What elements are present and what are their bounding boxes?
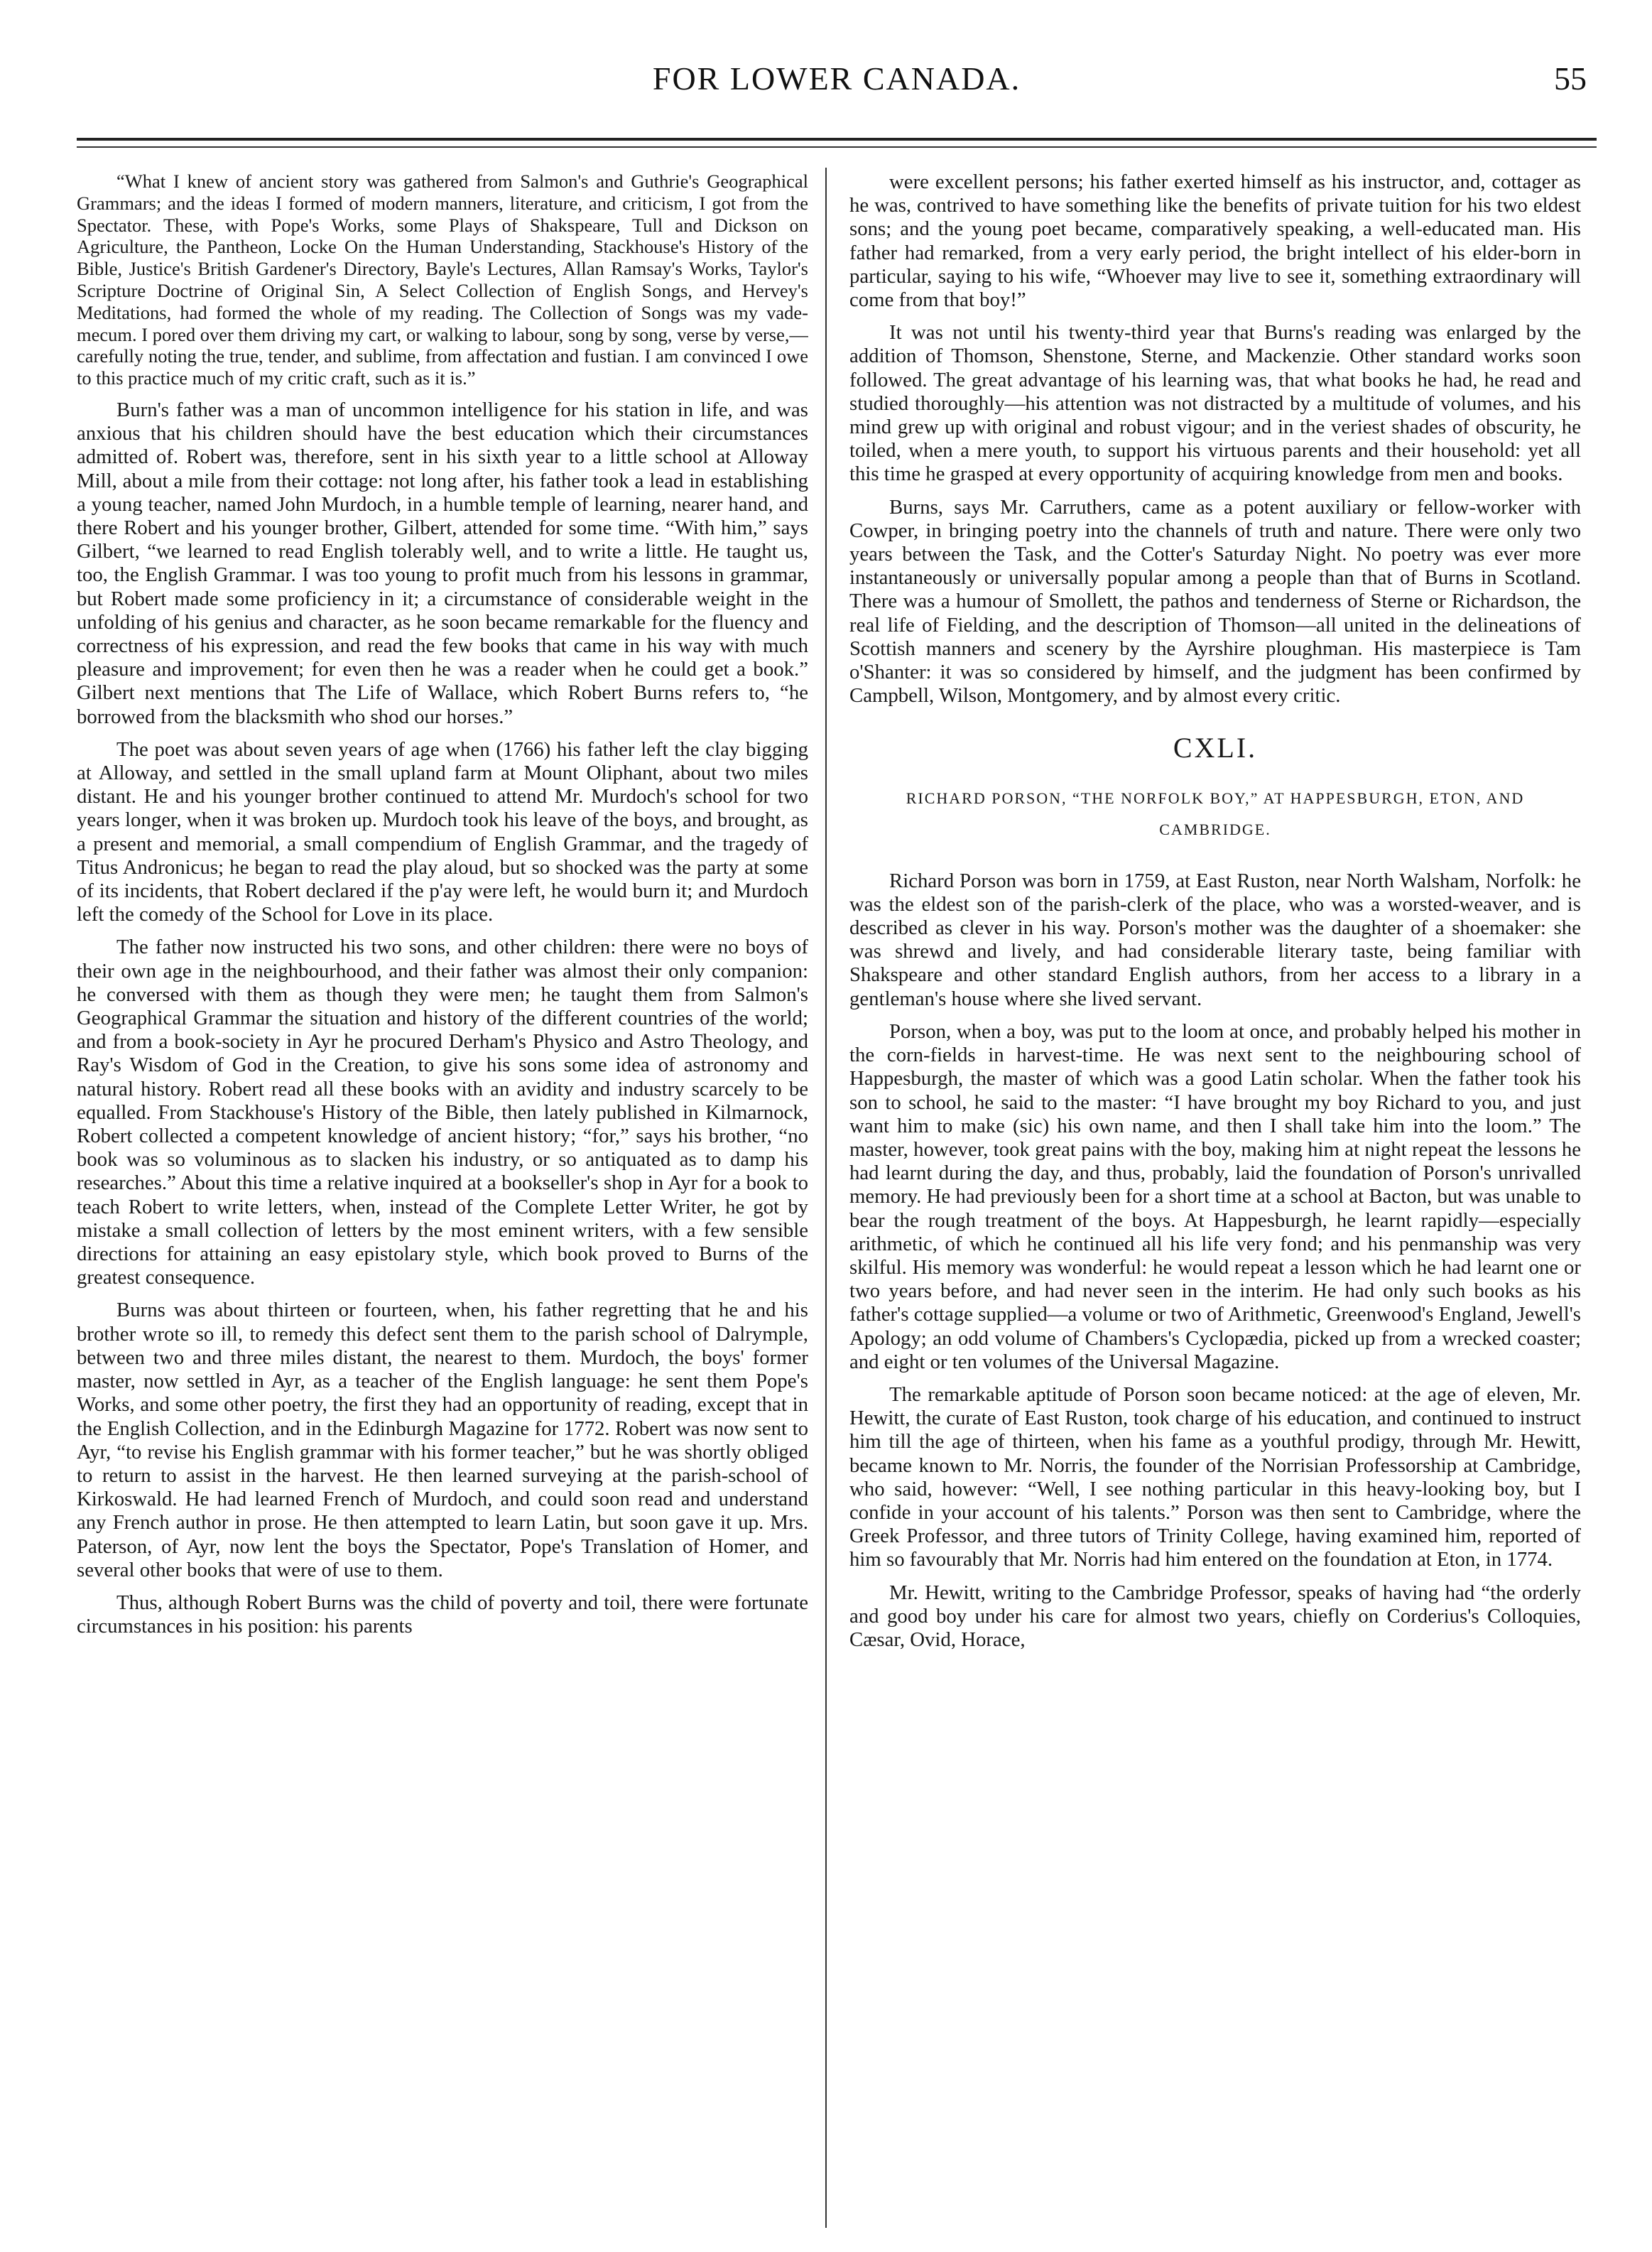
page-number: 55 [1554, 60, 1587, 97]
paragraph-hewitt-letter: Mr. Hewitt, writing to the Cambridge Professor, speaks of having had “the orderly and good boy under his care for almost two years, chiefly on Corderius's Colloquies, Cæsar, Ovid, Horace, [849, 1581, 1581, 1651]
section-title: RICHARD PORSON, “THE NORFOLK BOY,” AT HAPPESBURGH, ETON, AND CAMBRIDGE. [906, 789, 1525, 838]
paragraph-father-instruction: The father now instructed his two sons, and other children: there were no boys of their own age in the neighbourhood, and their father was almost their only companion: he conversed with them as though they were men; he taught them from Salmon's Geographical Grammar the situation and history of the different countries of the world; and from a book-society in Ayr he procured Derham's Physico and Astro Theology, and Ray's Wisdom of God in the Creation, to give his sons some idea of astronomy and natural history. Robert read all these books with an avidity and industry scarcely to be equalled. From Stackhouse's History of the Bible, then lately published in Kilmarnock, Robert collected a competent knowledge of ancient history; “for,” says his brother, “no book was so voluminous as to slacken his industry, or so antiquated as to damp his researches.” About this time a relative inquired at a bookseller's shop in Ayr for a book to teach Robert to write letters, when, instead of the Complete Letter Writer, he got by mistake a small collection of letters by the most eminent writers, with a few sensible directions for attaining an easy epistolary style, which book proved to Burns of the greatest consequence. [77, 936, 808, 1289]
paragraph-porson-aptitude: The remarkable aptitude of Porson soon became noticed: at the age of eleven, Mr. Hewitt, the curate of East Ruston, took charge of his education, and continued to instruct him till the age of thirteen, when his fame as a youthful prodigy, through Mr. Hewitt, became known to Mr. Norris, the founder of the Norrisian Professorship at Cambridge, who said, however: “Well, I see nothing particular in this heavy-looking boy, but I confide in your account of his talents.” Porson was then sent to Cambridge, where the Greek Professor, and three tutors of Trinity College, having examined him, reported of him so favourably that Mr. Norris had him entered on the foundation at Eton, in 1774. [849, 1382, 1581, 1571]
paragraph-burns-father: Burn's father was a man of uncommon intelligence for his station in life, and was anxious that his children should have the best education which their circumstances admitted of. Robert was, therefore, sent in his sixth year to a little school at Alloway Mill, about a mile from their cottage: not long after, his father took a lead in establishing a young teacher, named John Murdoch, in a humble temple of learning, nearer hand, and there Robert and his younger brother, Gilbert, attended for some time. “With him,” says Gilbert, “we learned to read English tolerably well, and to write a little. He taught us, too, the English Grammar. I was too young to profit much from his lessons in grammar, but Robert made some proficiency in it; a circumstance of considerable weight in the unfolding of his genius and character, as he soon became remarkable for the fluency and correctness of his expression, and read the few books that came in his way with much pleasure and improvement; for even then he was a reader when he could get a book.” Gilbert next mentions that The Life of Wallace, which Robert Burns refers to, “he borrowed from the blacksmith who shod our horses.” [77, 398, 808, 728]
header-rule-thin [77, 146, 1597, 148]
page-header [77, 31, 1597, 138]
paragraph-poverty-and-toil: Thus, although Robert Burns was the child of poverty and toil, there were fortunate circumstances in his position: his parents [77, 1591, 808, 1638]
paragraph-twenty-third-year: It was not until his twenty-third year that Burns's reading was enlarged by the addition of Thomson, Shenstone, Sterne, and Mackenzie. Other standard works soon followed. The great advantage of his learning was, that what books he had, he read and studied thoroughly—his attention was not distracted by a multitude of volumes, and his mind grew up with original and robust vigour; and in the veriest shades of obscurity, he toiled, when a mere youth, to support his virtuous parents and their household: yet all this time he grasped at every opportunity of acquiring knowledge from men and books. [849, 321, 1581, 486]
paragraph-carruthers: Burns, says Mr. Carruthers, came as a potent auxiliary or fellow-worker with Cowper, in bringing poetry into the channels of truth and nature. There were only two years between the Task, and the Cotter's Saturday Night. No poetry was ever more instantaneously or universally popular among a people than that of Burns in Scotland. There was a humour of Smollett, the pathos and tenderness of Sterne or Richardson, the real life of Fielding, and the description of Thomson—all united in the delineations of Scottish manners and scenery by the Ayrshire ploughman. His masterpiece is Tam o'Shanter: it was so considered by himself, and the judgment has been confirmed by Campbell, Wilson, Montgomery, and by almost every critic. [849, 495, 1581, 708]
header-rule-thick [77, 138, 1597, 141]
running-head: FOR LOWER CANADA. [652, 60, 1021, 97]
paragraph-dalrymple-school: Burns was about thirteen or fourteen, when, his father regretting that he and his brother wrote so ill, to remedy this defect sent them to the parish school of Dalrymple, between two and three miles distant, the nearest to them. Murdoch, the boys' former master, now settled in Ayr, as a teacher of the English language: he sent them Pope's Works, and some other poetry, the first they had an opportunity of reading, except that in the English Collection, and in the Edinburgh Magazine for 1772. Robert was now sent to Ayr, “to revise his English grammar with his former teacher,” but he was shortly obliged to return to assist in the harvest. He then learned surveying at the parish-school of Kirkoswald. He had learned French of Murdoch, and could soon read and understand any French author in prose. He then attempted to learn Latin, but soon gave it up. Mrs. Paterson, of Ayr, now lent the boys the Spectator, Pope's Translation of Homer, and several other books that were of use to them. [77, 1299, 808, 1581]
section-number: CXLI. [1173, 732, 1258, 764]
column-divider [825, 168, 827, 2228]
paragraph-excellent-parents: were excellent persons; his father exerted himself as his instructor, and, cottager as he was, contrived to have something like the benefits of private tuition for his two eldest sons; and the young poet became, comparatively speaking, a well-educated man. His father had remarked, from a very early period, the bright intellect of his elder-born in particular, saying to his wife, “Whoever may live to see it, something extraordinary will come from that boy!” [849, 170, 1581, 312]
paragraph-burns-reading-quote: “What I knew of ancient story was gathered from Salmon's and Guthrie's Geographical Grammars; and the ideas I formed of modern manners, literature, and criticism, I got from the Spectator. These, with Pope's Works, some Plays of Shakspeare, Tull and Dickson on Agriculture, the Pantheon, Locke On the Human Understanding, Stackhouse's History of the Bible, Justice's British Gardener's Directory, Bayle's Lectures, Allan Ramsay's Works, Taylor's Scripture Doctrine of Original Sin, A Select Collection of English Songs, and Hervey's Meditations, had formed the whole of my reading. The Collection of Songs was my vade-mecum. I pored over them driving my cart, or walking to labour, song by song, verse by verse,—carefully noting the true, tender, and sublime, from affectation and fustian. I am convinced I owe to this practice much of my critic craft, such as it is.” [77, 170, 808, 389]
paragraph-mount-oliphant: The poet was about seven years of age when (1766) his father left the clay bigging at Alloway, and settled in the small upland farm at Mount Oliphant, about two miles distant. He and his younger brother continued to attend Mr. Murdoch's school for two years longer, when it was broken up. Murdoch took his leave of the boys, and brought, as a present and memorial, a small compendium of English Grammar, and the tragedy of Titus Andronicus; he began to read the play aloud, but so shocked was the party at some of its incidents, that Robert declared if the p'ay were left, he would burn it; and Murdoch left the comedy of the School for Love in its place. [77, 737, 808, 926]
right-column [849, 170, 1581, 2231]
left-column [77, 170, 808, 2231]
paragraph-porson-loom: Porson, when a boy, was put to the loom at once, and probably helped his mother in the corn-fields in harvest-time. He was next sent to the neighbouring school of Happesburgh, the master of which was a good Latin scholar. When the father took his son to school, he said to the master: “I have brought my boy Richard to you, and just want him to make (sic) his own name, and then I shall take him into the loom.” The master, however, took great pains with the boy, making him at night repeat the lessons he had learnt during the day, and thus, probably, laid the foundation of Porson's unrivalled memory. He had previously been for a short time at a school at Bacton, but was unable to bear the rough treatment of the boys. At Happesburgh, he learnt rapidly—especially arithmetic, of which he continued all his life very fond; and his penmanship was very skilful. His memory was wonderful: he would repeat a lesson which he had learnt one or two years before, and had never seen in the interim. He had only such books as his father's cottage supplied—a volume or two of Arithmetic, Greenwood's England, Jewell's Apology; an odd volume of Chambers's Cyclopædia, picked up from a wrecked coaster; and eight or ten volumes of the Universal Magazine. [849, 1019, 1581, 1373]
paragraph-porson-birth: Richard Porson was born in 1759, at East Ruston, near North Walsham, Norfolk: he was the eldest son of the parish-clerk of the place, who was a worsted-weaver, and is described as clever in his way. Porson's mother was the daughter of a shoemaker: she was shrewd and lively, and had considerable literary taste, being familiar with Shakspeare and other standard English authors, from her access to a library in a gentleman's house where she lived servant. [849, 869, 1581, 1010]
